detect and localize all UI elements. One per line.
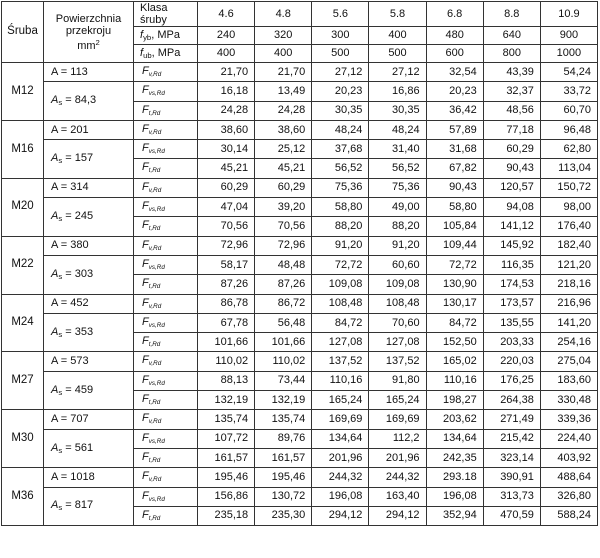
fub-cell: 400 — [198, 45, 255, 63]
fub-cell: 1000 — [540, 45, 597, 63]
fyb-header: $f_{yb}$, MPa — [134, 27, 198, 45]
capacity-value: 43,39 — [483, 63, 540, 82]
capacity-value: 488,64 — [540, 468, 597, 487]
capacity-value: 88,20 — [369, 217, 426, 236]
capacity-value: 73,44 — [255, 371, 312, 390]
gross-area: A = 113 — [44, 63, 134, 82]
force-label-fv: $F_{v,Rd}$ — [134, 178, 198, 197]
stress-area: $A_s = 157$ — [44, 140, 134, 179]
bolt-header: Śruba — [2, 2, 44, 63]
capacity-value: 27,12 — [312, 63, 369, 82]
class-cell: 4.6 — [198, 2, 255, 27]
stress-area: $A_s = 817$ — [44, 487, 134, 526]
capacity-value: 196,08 — [312, 487, 369, 506]
capacity-value: 220,03 — [483, 352, 540, 371]
capacity-value: 134,64 — [312, 429, 369, 448]
capacity-value: 176,25 — [483, 371, 540, 390]
capacity-value: 37,68 — [312, 140, 369, 159]
capacity-value: 330,48 — [540, 391, 597, 410]
capacity-value: 72,72 — [426, 255, 483, 274]
capacity-value: 218,16 — [540, 275, 597, 294]
bolt-size: M24 — [2, 294, 44, 352]
capacity-value: 98,00 — [540, 198, 597, 217]
area-header: Powierzchnia przekroju $mm^2$ — [44, 2, 134, 63]
fub-cell: 800 — [483, 45, 540, 63]
fub-cell: 500 — [369, 45, 426, 63]
fyb-cell: 640 — [483, 27, 540, 45]
capacity-value: 60,29 — [483, 140, 540, 159]
capacity-value: 70,60 — [369, 313, 426, 332]
capacity-value: 195,46 — [255, 468, 312, 487]
capacity-value: 86,72 — [255, 294, 312, 313]
capacity-value: 77,18 — [483, 120, 540, 139]
capacity-value: 235,30 — [255, 506, 312, 525]
capacity-value: 89,76 — [255, 429, 312, 448]
force-label-fv: $F_{v,Rd}$ — [134, 294, 198, 313]
bolt-row-fv — [2, 236, 598, 255]
capacity-value: 20,23 — [426, 82, 483, 101]
capacity-value: 32,37 — [483, 82, 540, 101]
capacity-value: 403,92 — [540, 448, 597, 467]
fyb-cell: 300 — [312, 27, 369, 45]
header-row-class — [2, 2, 598, 27]
capacity-value: 201,96 — [312, 448, 369, 467]
force-label-ft: $F_{t,Rd}$ — [134, 159, 198, 178]
capacity-value: 161,57 — [198, 448, 255, 467]
capacity-value: 390,91 — [483, 468, 540, 487]
capacity-value: 94,08 — [483, 198, 540, 217]
bolt-row-fv — [2, 178, 598, 197]
fyb-cell: 240 — [198, 27, 255, 45]
capacity-value: 60,70 — [540, 101, 597, 120]
capacity-value: 201,96 — [369, 448, 426, 467]
capacity-value: 132,19 — [255, 391, 312, 410]
capacity-value: 30,14 — [198, 140, 255, 159]
capacity-value: 31,40 — [369, 140, 426, 159]
capacity-value: 88,20 — [312, 217, 369, 236]
capacity-value: 72,72 — [312, 255, 369, 274]
capacity-value: 45,21 — [198, 159, 255, 178]
capacity-value: 339,36 — [540, 410, 597, 429]
capacity-value: 56,48 — [255, 313, 312, 332]
gross-area: A = 380 — [44, 236, 134, 255]
capacity-value: 161,57 — [255, 448, 312, 467]
class-cell: 6.8 — [426, 2, 483, 27]
capacity-value: 244,32 — [369, 468, 426, 487]
capacity-value: 110,02 — [198, 352, 255, 371]
force-label-fvs: $F_{vs,Rd}$ — [134, 198, 198, 217]
bolt-row-fv — [2, 294, 598, 313]
capacity-value: 169,69 — [312, 410, 369, 429]
force-label-fv: $F_{v,Rd}$ — [134, 352, 198, 371]
capacity-value: 313,73 — [483, 487, 540, 506]
capacity-value: 134,64 — [426, 429, 483, 448]
capacity-value: 163,40 — [369, 487, 426, 506]
capacity-value: 72,96 — [255, 236, 312, 255]
fyb-cell: 480 — [426, 27, 483, 45]
capacity-value: 16,86 — [369, 82, 426, 101]
fyb-cell: 320 — [255, 27, 312, 45]
class-cell: 5.6 — [312, 2, 369, 27]
class-cell: 5.8 — [369, 2, 426, 27]
stress-area: $A_s = 84,3$ — [44, 82, 134, 121]
force-label-fvs: $F_{vs,Rd}$ — [134, 371, 198, 390]
capacity-value: 242,35 — [426, 448, 483, 467]
capacity-value: 174,53 — [483, 275, 540, 294]
capacity-value: 294,12 — [369, 506, 426, 525]
force-label-ft: $F_{t,Rd}$ — [134, 217, 198, 236]
force-label-ft: $F_{t,Rd}$ — [134, 333, 198, 352]
bolt-row-fvs — [2, 255, 598, 274]
bolt-row-fvs — [2, 313, 598, 332]
capacity-value: 109,08 — [312, 275, 369, 294]
bolt-size: M20 — [2, 178, 44, 236]
capacity-value: 38,60 — [198, 120, 255, 139]
capacity-value: 137,52 — [369, 352, 426, 371]
capacity-value: 203,62 — [426, 410, 483, 429]
capacity-value: 145,92 — [483, 236, 540, 255]
capacity-value: 165,24 — [369, 391, 426, 410]
bolt-size: M16 — [2, 120, 44, 178]
gross-area: A = 201 — [44, 120, 134, 139]
gross-area: A = 573 — [44, 352, 134, 371]
capacity-value: 132,19 — [198, 391, 255, 410]
capacity-value: 45,21 — [255, 159, 312, 178]
capacity-value: 57,89 — [426, 120, 483, 139]
class-header: Klasa śruby — [134, 2, 198, 27]
force-label-fv: $F_{v,Rd}$ — [134, 410, 198, 429]
stress-area: $A_s = 353$ — [44, 313, 134, 352]
capacity-value: 39,20 — [255, 198, 312, 217]
force-label-ft: $F_{t,Rd}$ — [134, 101, 198, 120]
force-label-fv: $F_{v,Rd}$ — [134, 63, 198, 82]
stress-area: $A_s = 561$ — [44, 429, 134, 468]
capacity-value: 30,35 — [369, 101, 426, 120]
gross-area: A = 452 — [44, 294, 134, 313]
force-label-fv: $F_{v,Rd}$ — [134, 468, 198, 487]
capacity-value: 60,60 — [369, 255, 426, 274]
capacity-value: 109,44 — [426, 236, 483, 255]
force-label-ft: $F_{t,Rd}$ — [134, 506, 198, 525]
capacity-value: 135,74 — [255, 410, 312, 429]
capacity-value: 323,14 — [483, 448, 540, 467]
capacity-value: 352,94 — [426, 506, 483, 525]
capacity-value: 254,16 — [540, 333, 597, 352]
capacity-value: 116,35 — [483, 255, 540, 274]
capacity-value: 58,80 — [426, 198, 483, 217]
bolt-row-fv — [2, 120, 598, 139]
capacity-value: 113,04 — [540, 159, 597, 178]
fub-cell: 500 — [312, 45, 369, 63]
force-label-ft: $F_{t,Rd}$ — [134, 448, 198, 467]
stress-area: $A_s = 459$ — [44, 371, 134, 410]
capacity-value: 150,72 — [540, 178, 597, 197]
capacity-value: 244,32 — [312, 468, 369, 487]
capacity-value: 130,72 — [255, 487, 312, 506]
capacity-value: 87,26 — [255, 275, 312, 294]
capacity-value: 588,24 — [540, 506, 597, 525]
capacity-value: 120,57 — [483, 178, 540, 197]
capacity-value: 30,35 — [312, 101, 369, 120]
capacity-value: 70,56 — [255, 217, 312, 236]
capacity-value: 109,08 — [369, 275, 426, 294]
class-cell: 8.8 — [483, 2, 540, 27]
capacity-value: 87,26 — [198, 275, 255, 294]
capacity-value: 196,08 — [426, 487, 483, 506]
capacity-value: 48,24 — [312, 120, 369, 139]
bolt-row-fvs — [2, 82, 598, 101]
bolt-row-fvs — [2, 198, 598, 217]
capacity-value: 90,43 — [483, 159, 540, 178]
capacity-value: 152,50 — [426, 333, 483, 352]
force-label-fvs: $F_{vs,Rd}$ — [134, 313, 198, 332]
class-cell: 10.9 — [540, 2, 597, 27]
capacity-value: 216,96 — [540, 294, 597, 313]
bolt-size: M12 — [2, 63, 44, 121]
capacity-value: 21,70 — [198, 63, 255, 82]
bolt-capacity-table — [1, 1, 598, 526]
bolt-row-fvs — [2, 429, 598, 448]
capacity-value: 67,82 — [426, 159, 483, 178]
capacity-value: 127,08 — [312, 333, 369, 352]
capacity-value: 60,29 — [255, 178, 312, 197]
force-label-fvs: $F_{vs,Rd}$ — [134, 82, 198, 101]
capacity-value: 75,36 — [369, 178, 426, 197]
capacity-value: 165,24 — [312, 391, 369, 410]
capacity-value: 156,86 — [198, 487, 255, 506]
capacity-value: 183,60 — [540, 371, 597, 390]
bolt-size: M27 — [2, 352, 44, 410]
capacity-value: 24,28 — [255, 101, 312, 120]
capacity-value: 105,84 — [426, 217, 483, 236]
capacity-value: 24,28 — [198, 101, 255, 120]
capacity-value: 58,80 — [312, 198, 369, 217]
bolt-row-fv — [2, 63, 598, 82]
force-label-fv: $F_{v,Rd}$ — [134, 120, 198, 139]
capacity-value: 198,27 — [426, 391, 483, 410]
bolt-size: M22 — [2, 236, 44, 294]
capacity-value: 130,17 — [426, 294, 483, 313]
gross-area: A = 1018 — [44, 468, 134, 487]
capacity-value: 56,52 — [312, 159, 369, 178]
bolt-row-fvs — [2, 487, 598, 506]
capacity-value: 165,02 — [426, 352, 483, 371]
force-label-fvs: $F_{vs,Rd}$ — [134, 429, 198, 448]
force-label-fv: $F_{v,Rd}$ — [134, 236, 198, 255]
capacity-value: 112,2 — [369, 429, 426, 448]
capacity-value: 182,40 — [540, 236, 597, 255]
capacity-value: 195,46 — [198, 468, 255, 487]
stress-area: $A_s = 245$ — [44, 198, 134, 237]
gross-area: A = 314 — [44, 178, 134, 197]
capacity-value: 16,18 — [198, 82, 255, 101]
force-label-fvs: $F_{vs,Rd}$ — [134, 140, 198, 159]
capacity-value: 215,42 — [483, 429, 540, 448]
capacity-value: 173,57 — [483, 294, 540, 313]
gross-area: A = 707 — [44, 410, 134, 429]
capacity-value: 96,48 — [540, 120, 597, 139]
capacity-value: 72,96 — [198, 236, 255, 255]
capacity-value: 88,13 — [198, 371, 255, 390]
capacity-value: 264,38 — [483, 391, 540, 410]
stress-area: $A_s = 303$ — [44, 255, 134, 294]
fyb-cell: 900 — [540, 27, 597, 45]
capacity-value: 75,36 — [312, 178, 369, 197]
capacity-value: 31,68 — [426, 140, 483, 159]
capacity-value: 271,49 — [483, 410, 540, 429]
capacity-value: 294,12 — [312, 506, 369, 525]
capacity-value: 48,56 — [483, 101, 540, 120]
fub-cell: 400 — [255, 45, 312, 63]
capacity-value: 176,40 — [540, 217, 597, 236]
capacity-value: 84,72 — [426, 313, 483, 332]
capacity-value: 108,48 — [312, 294, 369, 313]
capacity-value: 275,04 — [540, 352, 597, 371]
capacity-value: 91,20 — [312, 236, 369, 255]
capacity-value: 141,12 — [483, 217, 540, 236]
bolt-size: M30 — [2, 410, 44, 468]
capacity-value: 49,00 — [369, 198, 426, 217]
capacity-value: 203,33 — [483, 333, 540, 352]
bolt-row-fv — [2, 468, 598, 487]
capacity-value: 48,24 — [369, 120, 426, 139]
capacity-value: 135,74 — [198, 410, 255, 429]
capacity-value: 135,55 — [483, 313, 540, 332]
capacity-value: 27,12 — [369, 63, 426, 82]
capacity-value: 60,29 — [198, 178, 255, 197]
capacity-value: 54,24 — [540, 63, 597, 82]
capacity-value: 47,04 — [198, 198, 255, 217]
bolt-row-fvs — [2, 140, 598, 159]
capacity-value: 130,90 — [426, 275, 483, 294]
capacity-value: 56,52 — [369, 159, 426, 178]
capacity-value: 224,40 — [540, 429, 597, 448]
capacity-value: 90,43 — [426, 178, 483, 197]
capacity-value: 58,17 — [198, 255, 255, 274]
capacity-value: 141,20 — [540, 313, 597, 332]
bolt-row-fv — [2, 352, 598, 371]
bolt-row-fvs — [2, 371, 598, 390]
capacity-value: 67,78 — [198, 313, 255, 332]
capacity-value: 84,72 — [312, 313, 369, 332]
capacity-value: 101,66 — [255, 333, 312, 352]
force-label-ft: $F_{t,Rd}$ — [134, 275, 198, 294]
capacity-value: 110,02 — [255, 352, 312, 371]
capacity-value: 101,66 — [198, 333, 255, 352]
capacity-value: 32,54 — [426, 63, 483, 82]
capacity-value: 107,72 — [198, 429, 255, 448]
capacity-value: 235,18 — [198, 506, 255, 525]
fyb-cell: 400 — [369, 27, 426, 45]
force-label-fvs: $F_{vs,Rd}$ — [134, 255, 198, 274]
capacity-value: 20,23 — [312, 82, 369, 101]
capacity-value: 38,60 — [255, 120, 312, 139]
capacity-value: 48,48 — [255, 255, 312, 274]
capacity-value: 91,20 — [369, 236, 426, 255]
capacity-value: 127,08 — [369, 333, 426, 352]
capacity-value: 470,59 — [483, 506, 540, 525]
capacity-value: 33,72 — [540, 82, 597, 101]
capacity-value: 169,69 — [369, 410, 426, 429]
class-cell: 4.8 — [255, 2, 312, 27]
force-label-ft: $F_{t,Rd}$ — [134, 391, 198, 410]
capacity-value: 91,80 — [369, 371, 426, 390]
capacity-value: 70,56 — [198, 217, 255, 236]
bolt-row-fv — [2, 410, 598, 429]
capacity-value: 137,52 — [312, 352, 369, 371]
fub-header: $f_{ub}$, MPa — [134, 45, 198, 63]
capacity-value: 110,16 — [426, 371, 483, 390]
capacity-value: 62,80 — [540, 140, 597, 159]
capacity-value: 13,49 — [255, 82, 312, 101]
capacity-value: 121,20 — [540, 255, 597, 274]
capacity-value: 326,80 — [540, 487, 597, 506]
capacity-value: 110,16 — [312, 371, 369, 390]
capacity-value: 36,42 — [426, 101, 483, 120]
force-label-fvs: $F_{vs,Rd}$ — [134, 487, 198, 506]
capacity-value: 108,48 — [369, 294, 426, 313]
capacity-value: 86,78 — [198, 294, 255, 313]
capacity-value: 293.18 — [426, 468, 483, 487]
bolt-size: M36 — [2, 468, 44, 526]
fub-cell: 600 — [426, 45, 483, 63]
capacity-value: 25,12 — [255, 140, 312, 159]
capacity-value: 21,70 — [255, 63, 312, 82]
